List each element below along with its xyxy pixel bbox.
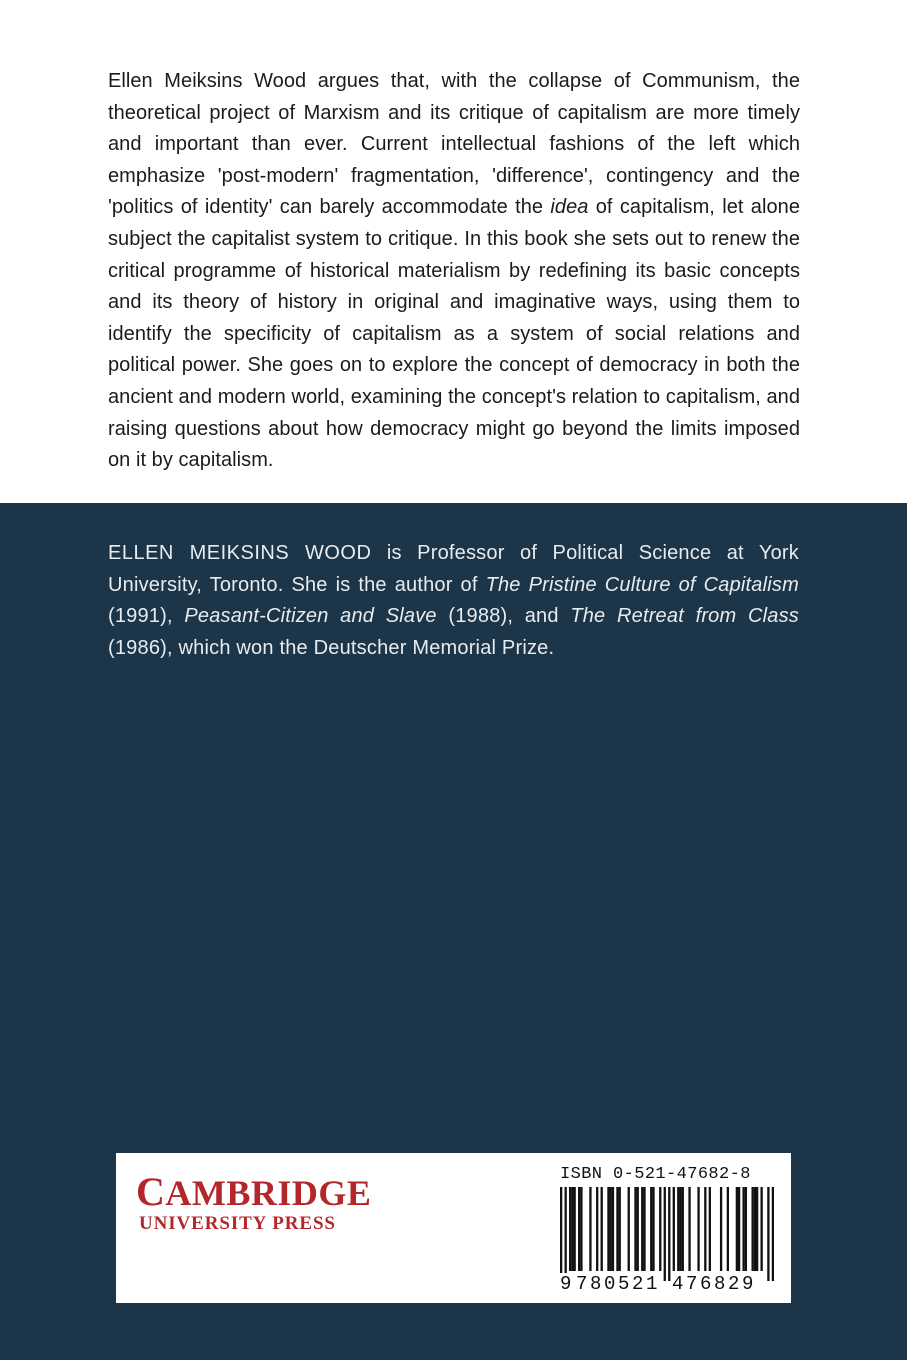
barcode-digits-left: 780521 [576,1273,661,1295]
barcode-bar [659,1187,661,1271]
barcode-bar [688,1187,690,1271]
blurb-paragraph [108,66,800,477]
barcode-bar [738,1187,740,1271]
barcode-bar [682,1187,684,1271]
author-name: ELLEN MEIKSINS WOOD [108,542,372,564]
publisher-name-initial: C [136,1169,166,1214]
barcode-bar [720,1187,722,1271]
barcode-bar [596,1187,598,1271]
barcode-bar [742,1187,744,1271]
blurb-text-2: of capitalism, let alone subject the capitalist system to critique. In this book she sets out to renew the critical programme of historical materialism by redefining its basic concepts and its theory of history in original and imaginative ways, using them to identify the specificity of capitalism as a system of social relations and political power. She goes on to explore the concept of democracy in both the ancient and modern world, examining the concept's relation to capitalism, and raising questions about how democracy might go beyond the limits imposed on it by capitalism. [108,196,800,472]
barcode-bar [616,1187,618,1271]
barcode-bar [589,1187,591,1271]
book-title-2: Peasant-Citizen and Slave [184,605,437,628]
barcode [560,1187,774,1281]
barcode-bar [637,1187,639,1271]
barcode-digits [560,1273,780,1295]
blurb-text-1: Ellen Meiksins Wood argues that, with the collapse of Communism, the theoretical project of Marxism and its critique of capitalism are more timely and important than ever. Current intellectual fashions of the left which emphasize 'post-modern' fragmentation, 'difference', contingency and the 'politics of identity' can barely accommodate the [108,70,800,219]
author-text-2: (1991), [108,605,185,628]
barcode-bar [601,1187,603,1271]
barcode-digit-first: 9 [560,1273,572,1295]
barcode-bar [679,1187,681,1271]
barcode-bar [643,1187,645,1271]
barcode-bar [610,1187,612,1271]
author-text-1: is Professor of Political Science at York University, Toronto. She is the author of [108,542,799,596]
barcode-digits-right: 476829 [672,1273,757,1295]
book-title-3: The Retreat from Class [570,605,799,628]
barcode-bar [745,1187,747,1271]
barcode-bar [641,1187,643,1271]
barcode-bar [578,1187,580,1271]
barcode-bar [664,1187,666,1281]
barcode-bar [772,1187,774,1281]
barcode-bar [756,1187,758,1271]
barcode-bar [673,1187,675,1271]
barcode-bar [767,1187,769,1281]
barcode-bar [697,1187,699,1271]
barcode-bar [628,1187,630,1271]
barcode-bar [709,1187,711,1271]
barcode-bar [736,1187,738,1271]
author-text-4: (1986), which won the Deutscher Memorial Prize. [108,636,555,659]
barcode-bar [760,1187,762,1271]
book-title-1: The Pristine Culture of Capitalism [485,573,799,596]
barcode-bar [580,1187,582,1271]
barcode-bar [704,1187,706,1271]
blurb-emphasis: idea [550,196,589,219]
barcode-bar [652,1187,654,1271]
barcode-bar [650,1187,652,1271]
publisher-name-rest: AMBRIDGE [165,1173,372,1213]
publisher-logo [136,1169,372,1235]
author-text-3: (1988), and [436,605,571,628]
barcode-bar [668,1187,670,1281]
barcode-bar [565,1187,567,1281]
barcode-bar [571,1187,573,1271]
barcode-bar [619,1187,621,1271]
barcode-bar [607,1187,609,1271]
barcode-bar [754,1187,756,1271]
barcode-bar [727,1187,729,1271]
barcode-bar [574,1187,576,1271]
barcode-bar [751,1187,753,1271]
barcode-bar [569,1187,571,1271]
publisher-name [136,1169,372,1214]
barcode-bar [634,1187,636,1271]
top-section [0,0,907,503]
barcode-bar [560,1187,562,1281]
barcode-bar [677,1187,679,1271]
isbn-label: ISBN 0-521-47682-8 [560,1165,751,1184]
publisher-barcode-panel [116,1153,791,1303]
publisher-subtitle: UNIVERSITY PRESS [139,1213,336,1234]
author-bio [108,538,799,664]
barcode-bar [612,1187,614,1271]
